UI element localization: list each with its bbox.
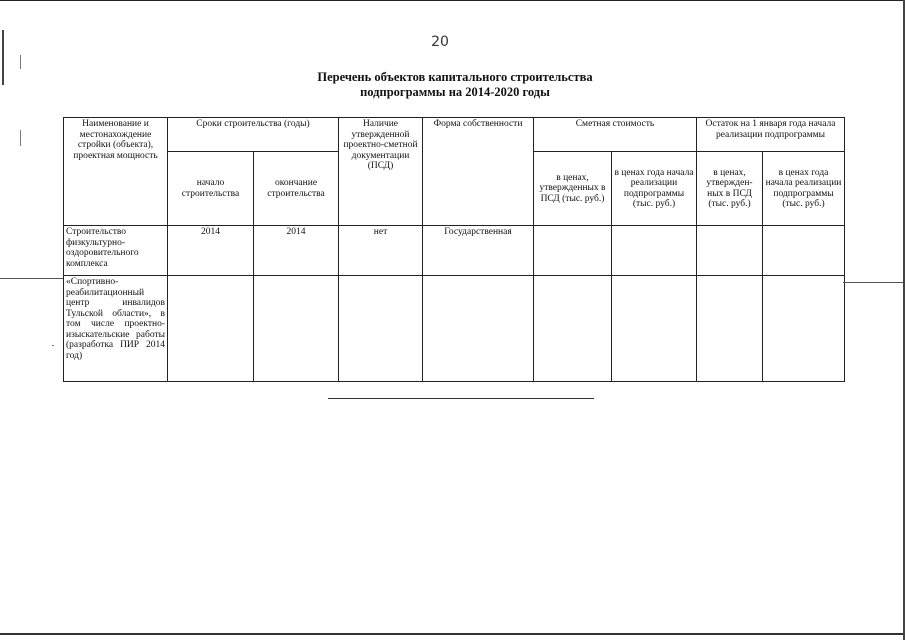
row-start-year <box>168 276 254 382</box>
row-remaining-start <box>763 226 845 276</box>
header-remaining-psd: в ценах, утвержден-ных в ПСД (тыс. руб.) <box>697 152 763 226</box>
row-start-year: 2014 <box>168 226 254 276</box>
row-remaining-psd <box>697 226 763 276</box>
scan-artifact <box>20 130 21 146</box>
header-remaining-start: в ценах года начала реализации подпрограммы (тыс. руб.) <box>763 152 845 226</box>
header-terms: Сроки строительства (годы) <box>168 118 339 152</box>
scan-edge-bottom <box>0 633 905 635</box>
scan-stray-line-left <box>0 278 63 279</box>
header-row-1 <box>64 118 845 152</box>
header-terms-end: окончание строительства <box>254 152 339 226</box>
title-line-1: Перечень объектов капитального строительства <box>317 70 593 84</box>
header-ownership: Форма собственности <box>423 118 534 226</box>
row-ownership <box>423 276 534 382</box>
row-ownership: Государственная <box>423 226 534 276</box>
table-row <box>64 276 845 382</box>
table-row <box>64 226 845 276</box>
scan-artifact <box>20 55 21 69</box>
document-title <box>210 70 700 100</box>
row-cost-start <box>612 226 697 276</box>
row-psd-status: нет <box>339 226 423 276</box>
row-end-year <box>254 276 339 382</box>
header-estimated-cost: Сметная стоимость <box>534 118 697 152</box>
header-name: Наименование и местонахождение стройки (объекта), проектная мощность <box>64 118 168 226</box>
row-object-name: «Спортивно-реабилитационный центр инвалидов Тульской области», в том числе проектно-изыскательские работы (разработка ПИР 2014 год) <box>64 276 168 382</box>
scan-edge-top <box>0 0 905 1</box>
header-terms-start: начало строительства <box>168 152 254 226</box>
scan-artifact <box>52 345 54 346</box>
row-cost-psd <box>534 276 612 382</box>
row-cost-psd <box>534 226 612 276</box>
title-line-2: подпрограммы на 2014-2020 годы <box>360 85 550 99</box>
header-psd: Наличие утвержденной проектно-сметной документации (ПСД) <box>339 118 423 226</box>
capital-construction-table <box>63 117 845 382</box>
header-cost-psd: в ценах, утвержденных в ПСД (тыс. руб.) <box>534 152 612 226</box>
row-psd-status <box>339 276 423 382</box>
row-remaining-psd <box>697 276 763 382</box>
header-remaining: Остаток на 1 января года начала реализации подпрограммы <box>697 118 845 152</box>
header-cost-start: в ценах года начала реализации подпрограммы (тыс. руб.) <box>612 152 697 226</box>
row-object-name: Строительство физкультурно-оздоровительного комплекса <box>64 226 168 276</box>
row-cost-start <box>612 276 697 382</box>
scan-stray-line-right <box>843 282 903 283</box>
page-number: 20 <box>431 34 449 50</box>
row-end-year: 2014 <box>254 226 339 276</box>
table-end-rule <box>328 398 594 399</box>
scan-edge-left <box>2 30 4 85</box>
row-remaining-start <box>763 276 845 382</box>
